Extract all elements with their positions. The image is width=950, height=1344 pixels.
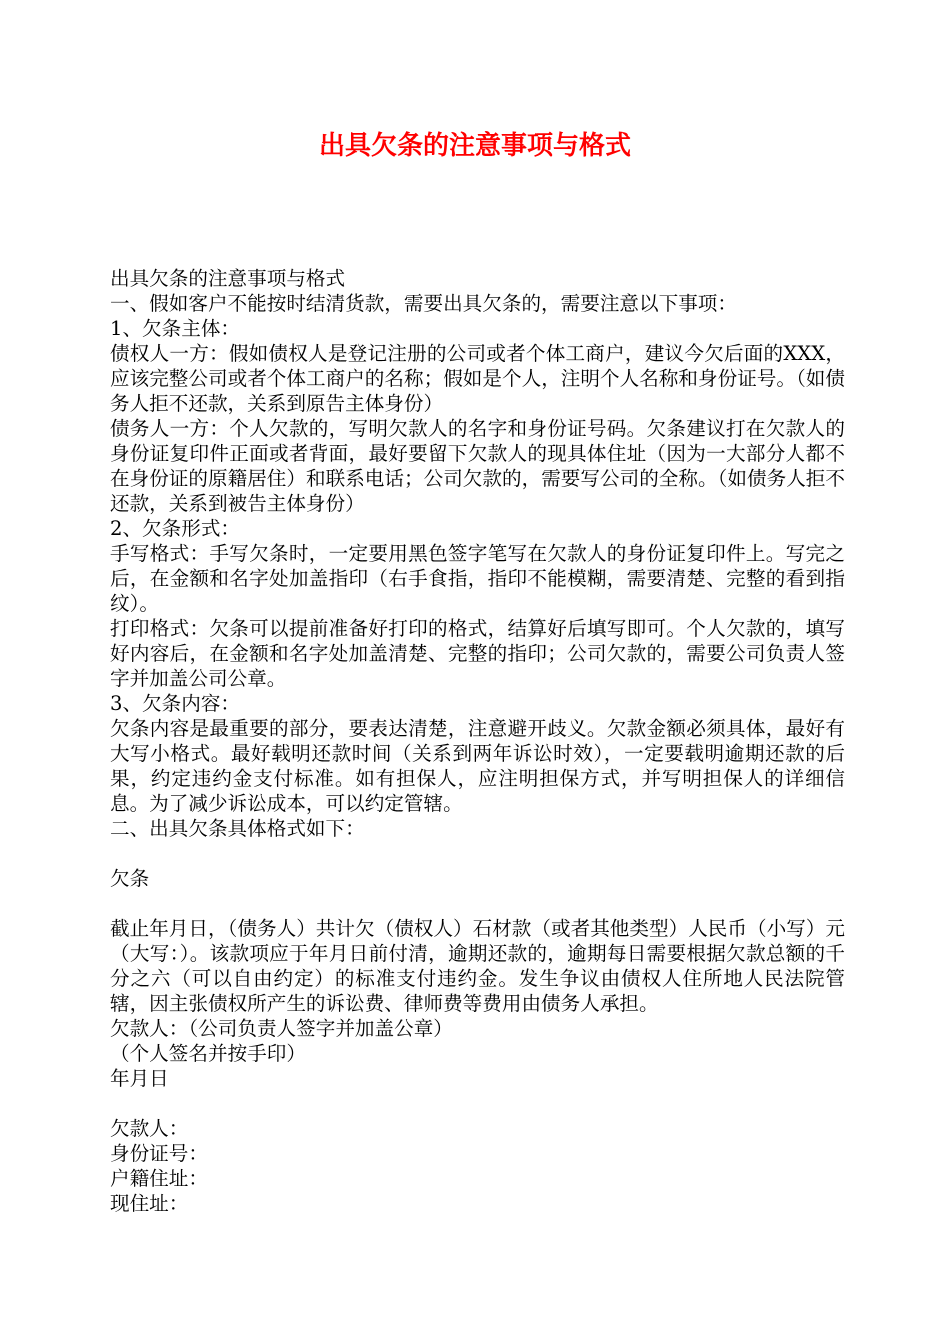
paragraph: 欠条 <box>110 867 150 890</box>
paragraph: 债务人一方：个人欠款的，写明欠款人的名字和身份证号码。欠条建议打在欠款人的身份证复印件正面或者背面，最好要留下欠款人的现具体住址（因为一大部分人都不在身份证的原籍居住）和联系电话；公司欠款的，需要写公司的全称。（如债务人拒不还款，关系到被告主体身份） <box>110 417 845 515</box>
paragraph: 2、欠条形式： <box>110 517 241 540</box>
paragraph: 出具欠条的注意事项与格式 <box>110 267 346 290</box>
blank-line <box>110 891 845 916</box>
paragraph: 欠款人： <box>110 1117 189 1140</box>
paragraph: 3、欠条内容： <box>110 692 241 715</box>
paragraph: 年月日 <box>110 1067 169 1090</box>
paragraph: 现住址： <box>110 1192 189 1215</box>
paragraph: 身份证号： <box>110 1142 208 1165</box>
document-title: 出具欠条的注意事项与格式 <box>318 131 631 161</box>
blank-line <box>110 1091 845 1116</box>
paragraph: 截止年月日，（债务人）共计欠（债权人）石材款（或者其他类型）人民币（小写）元（大写：）。该款项应于年月日前付清，逾期还款的，逾期每日需要根据欠款总额的千分之六（可以自由约定）的标准支付违约金。发生争议由债权人住所地人民法院管辖，因主张债权所产生的诉讼费、律师费等费用由债务人承担。 <box>110 917 845 1015</box>
paragraph: 1、欠条主体： <box>110 317 241 340</box>
blank-line <box>110 841 845 866</box>
paragraph: 打印格式：欠条可以提前准备好打印的格式，结算好后填写即可。个人欠款的，填写好内容后，在金额和名字处加盖清楚、完整的指印；公司欠款的，需要公司负责人签字并加盖公司公章。 <box>110 617 845 690</box>
paragraph: 手写格式：手写欠条时，一定要用黑色签字笔写在欠款人的身份证复印件上。写完之后，在金额和名字处加盖指印（右手食指，指印不能模糊，需要清楚、完整的看到指纹）。 <box>110 542 845 615</box>
paragraph: （个人签名并按手印） <box>110 1042 306 1065</box>
paragraph: 欠条内容是最重要的部分，要表达清楚，注意避开歧义。欠款金额必须具体，最好有大写小格式。最好载明还款时间（关系到两年诉讼时效），一定要载明逾期还款的后果，约定违约金支付标准。如有担保人，应注明担保方式，并写明担保人的详细信息。为了减少诉讼成本，可以约定管辖。 <box>110 717 845 815</box>
paragraph: 欠款人：（公司负责人签字并加盖公章） <box>110 1017 453 1040</box>
paragraph: 债权人一方：假如债权人是登记注册的公司或者个体工商户，建议今欠后面的XXX，应该完整公司或者个体工商户的名称；假如是个人，注明个人名称和身份证号。（如债务人拒不还款，关系到原告主体身份） <box>110 342 845 415</box>
paragraph: 二、出具欠条具体格式如下： <box>110 817 365 840</box>
paragraph: 户籍住址： <box>110 1167 208 1190</box>
paragraph: 一、假如客户不能按时结清货款，需要出具欠条的，需要注意以下事项： <box>110 292 737 315</box>
document-body <box>110 266 845 1216</box>
